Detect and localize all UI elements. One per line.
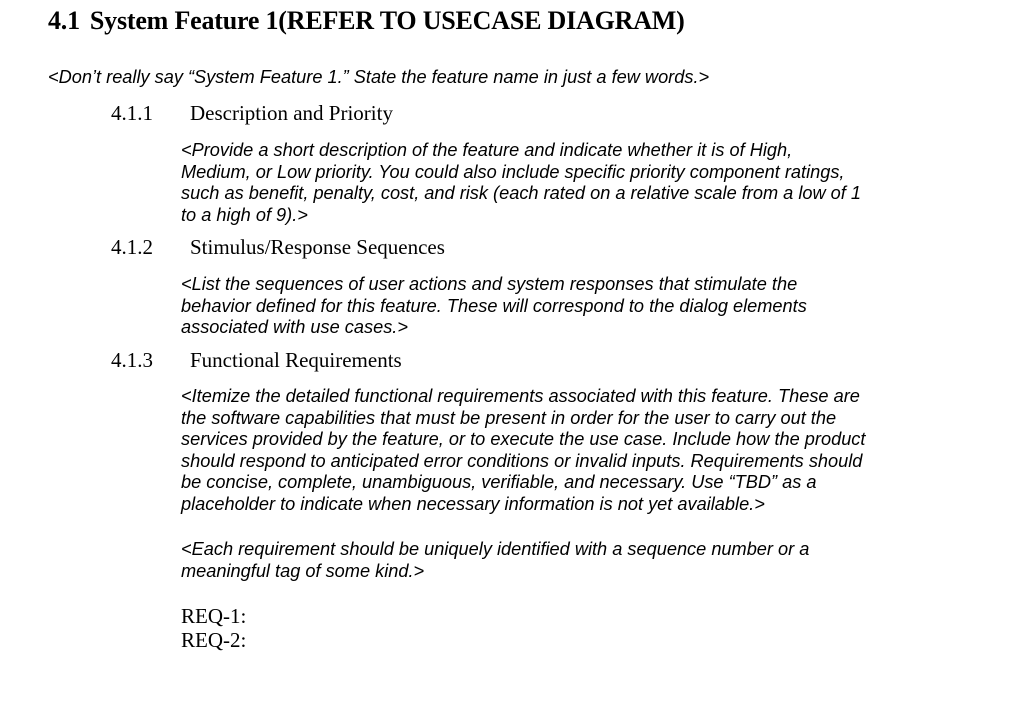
- paragraph-line: the software capabilities that must be present in order for the user to carry out the: [181, 407, 837, 428]
- functional-paragraph: [181, 386, 1011, 515]
- paragraph-line: <Itemize the detailed functional requirements associated with this feature. These are: [181, 386, 860, 406]
- section-intro: <Don’t really say “System Feature 1.” State the feature name in just a few words.>: [48, 67, 710, 87]
- paragraph-line: Medium, or Low priority. You could also include specific priority component ratings,: [181, 161, 845, 182]
- paragraph-line: behavior defined for this feature. These will correspond to the dialog elements: [181, 295, 807, 316]
- subsection-heading-functional: [111, 348, 402, 373]
- identifier-paragraph: [181, 539, 1011, 582]
- requirements-list: [181, 604, 1011, 652]
- paragraph-line: should respond to anticipated error conditions or invalid inputs. Requirements should: [181, 450, 863, 471]
- paragraph-line: such as benefit, penalty, cost, and risk (each rated on a relative scale from a low of 1: [181, 183, 862, 203]
- section-heading: [48, 6, 685, 36]
- paragraph-line: be concise, complete, unambiguous, verifiable, and necessary. Use “TBD” as a: [181, 472, 817, 492]
- paragraph-line: placeholder to indicate when necessary information is not yet available.>: [181, 493, 765, 514]
- subsection-heading-stimulus: [111, 235, 445, 260]
- paragraph-line: to a high of 9).>: [181, 204, 308, 225]
- subsection-number: 4.1.2: [111, 235, 153, 259]
- section-number: 4.1: [48, 6, 80, 35]
- subsection-title: Functional Requirements: [190, 348, 402, 372]
- subsection-number: 4.1.3: [111, 348, 153, 372]
- paragraph-line: <Provide a short description of the feature and indicate whether it is of High,: [181, 140, 793, 160]
- stimulus-paragraph: [181, 274, 1011, 339]
- subsection-title: Stimulus/Response Sequences: [190, 235, 445, 259]
- section-title: System Feature 1(REFER TO USECASE DIAGRAM): [89, 6, 685, 35]
- subsection-title: Description and Priority: [190, 101, 393, 125]
- description-paragraph: [181, 140, 1011, 226]
- requirement-item: REQ-1:: [181, 604, 247, 628]
- paragraph-line: services provided by the feature, or to execute the use case. Include how the product: [181, 429, 866, 449]
- paragraph-line: <Each requirement should be uniquely identified with a sequence number or a: [181, 539, 810, 559]
- paragraph-line: associated with use cases.>: [181, 317, 408, 337]
- subsection-number: 4.1.1: [111, 101, 153, 125]
- subsection-heading-description: [111, 101, 393, 126]
- requirement-item: REQ-2:: [181, 628, 247, 652]
- paragraph-line: meaningful tag of some kind.>: [181, 560, 425, 581]
- paragraph-line: <List the sequences of user actions and system responses that stimulate the: [181, 274, 798, 294]
